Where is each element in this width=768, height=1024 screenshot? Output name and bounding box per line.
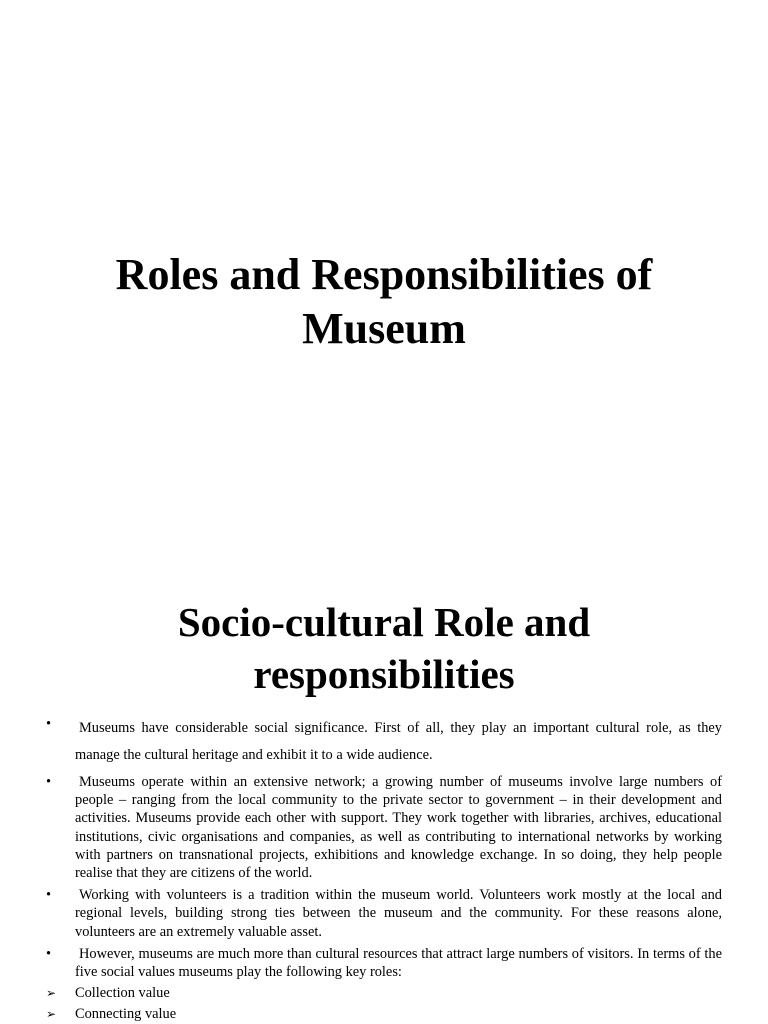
sub-list-item bbox=[46, 1005, 722, 1023]
sub-bullet-text: Collection value bbox=[75, 985, 170, 1002]
section-title: Socio-cultural Role and responsibilities bbox=[177, 599, 591, 697]
page-title: Roles and Responsibilities of Museum bbox=[115, 250, 653, 353]
list-item bbox=[46, 886, 722, 941]
bullet-text: Working with volunteers is a tradition within the museum world. Volunteers work mostly at the local and regional levels, building strong ties between the museum and the community. For these reasons alone, volunteers are an extremely valuable asset. bbox=[75, 887, 722, 940]
bullet-text: Museums operate within an extensive network; a growing number of museums involve large numbers of people – ranging from the local community to the private sector to government – in their development and activities. Museums provide each other with support. They work together with libraries, archives, educational institutions, civic organisations and companies, as well as contributing to international networks by working with partners on transnational projects, exhibitions and knowledge exchange. In so doing, they help people realise that they are citizens of the world. bbox=[75, 774, 722, 882]
bullet-text: However, museums are much more than cultural resources that attract large numbers of visitors. In terms of the five social values museums play the following key roles: bbox=[75, 945, 722, 981]
bullet-marker: • bbox=[46, 774, 52, 790]
arrow-bullet-icon: ➢ bbox=[46, 1007, 57, 1022]
bullet-marker: • bbox=[46, 945, 52, 962]
list-item bbox=[46, 945, 722, 981]
bullet-marker: • bbox=[46, 716, 52, 732]
bullet-marker: • bbox=[46, 887, 52, 904]
bullet-text: Museums have considerable social significance. First of all, they play an important cultural role, as they manage the cultural heritage and exhibit it to a wide audience. bbox=[75, 720, 722, 763]
sub-bullet-text: Connecting value bbox=[75, 1006, 177, 1023]
sub-list-item bbox=[46, 984, 722, 1002]
list-item bbox=[46, 773, 722, 882]
list-item bbox=[46, 715, 722, 769]
bullet-list bbox=[46, 716, 722, 1024]
arrow-bullet-icon: ➢ bbox=[46, 986, 57, 1001]
